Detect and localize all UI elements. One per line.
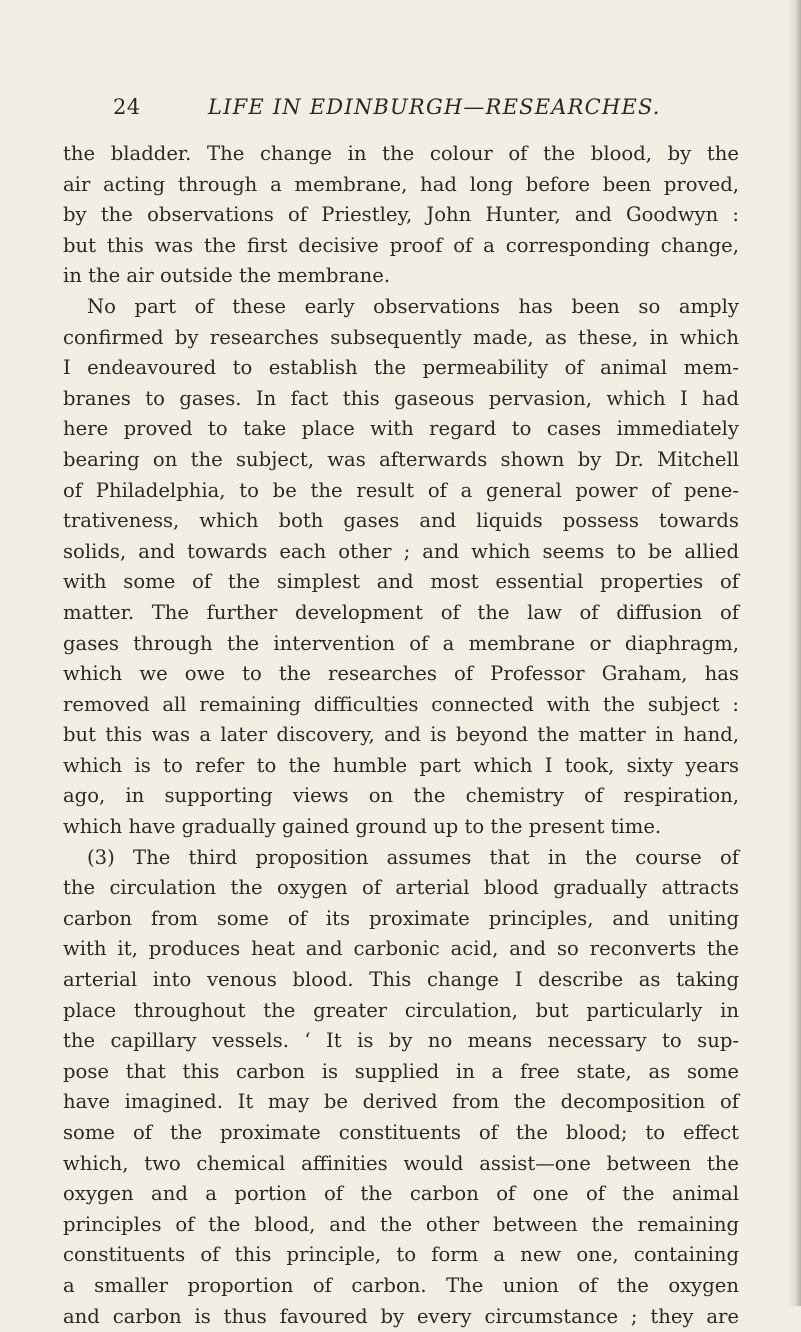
text-line: the capillary vessels. ‘ It is by no means necessary to sup-: [63, 1029, 739, 1053]
text-line: I endeavoured to establish the permeability of animal mem-: [63, 356, 739, 380]
text-line: bearing on the subject, was afterwards shown by Dr. Mitchell: [63, 447, 739, 471]
text-line: by the observations of Priestley, John Hunter, and Goodwyn :: [63, 203, 739, 227]
text-line: the circulation the oxygen of arterial blood gradually attracts: [63, 876, 739, 900]
text-line: the bladder. The change in the colour of the blood, by the: [63, 142, 739, 165]
text-line: have imagined. It may be derived from the decomposition of: [63, 1090, 739, 1114]
text-line: No part of these early observations has been so amply: [87, 294, 739, 318]
text-line: oxygen and a portion of the carbon of one of the animal: [63, 1182, 739, 1206]
text-line: some of the proximate constituents of the blood; to effect: [63, 1121, 739, 1144]
text-line: arterial into venous blood. This change I describe as taking: [63, 968, 739, 992]
text-line: removed all remaining difficulties connected with the subject :: [63, 692, 739, 716]
text-line: solids, and towards each other ; and which seems to be allied: [63, 539, 739, 563]
text-line: carbon from some of its proximate principles, and uniting: [63, 906, 739, 930]
text-line: (3) The third proposition assumes that in the course of: [87, 845, 739, 869]
text-line: gases through the intervention of a membrane or diaphragm,: [63, 631, 739, 655]
text-line: ago, in supporting views on the chemistry of respiration,: [63, 784, 739, 808]
text-line: and carbon is thus favoured by every circumstance ; they are: [63, 1304, 739, 1328]
running-title: LIFE IN EDINBURGH—RESEARCHES.: [208, 95, 661, 119]
page-edge-shadow: [787, 0, 801, 1306]
text-line: here proved to take place with regard to cases immediately: [63, 417, 739, 441]
text-line: which we owe to the researches of Professor Graham, has: [63, 662, 739, 686]
text-line: pose that this carbon is supplied in a free state, as some: [63, 1059, 739, 1083]
text-line: place throughout the greater circulation, but particularly in: [63, 998, 739, 1022]
text-line: which is to refer to the humble part which I took, sixty years: [63, 753, 739, 777]
text-line: branes to gases. In fact this gaseous pervasion, which I had: [63, 386, 739, 410]
body-text: [63, 139, 739, 1332]
text-line: a smaller proportion of carbon. The union of the oxygen: [63, 1273, 739, 1297]
page-header: [113, 95, 728, 125]
page-number: 24: [113, 95, 141, 119]
text-line: confirmed by researches subsequently made, as these, in which: [63, 325, 739, 349]
text-line: which have gradually gained ground up to the present time.: [63, 815, 662, 839]
text-line: but this was the first decisive proof of a corresponding change,: [63, 233, 739, 257]
text-line: which, two chemical affinities would assist—one between the: [63, 1151, 739, 1175]
text-line: principles of the blood, and the other between the remaining: [63, 1212, 739, 1236]
text-line: constituents of this principle, to form a new one, containing: [63, 1243, 739, 1267]
text-line: matter. The further development of the law of diffusion of: [63, 600, 739, 624]
text-line: trativeness, which both gases and liquids possess towards: [63, 509, 739, 533]
text-line: with some of the simplest and most essential properties of: [63, 570, 739, 594]
text-line: in the air outside the membrane.: [63, 264, 391, 288]
text-line: with it, produces heat and carbonic acid, and so reconverts the: [63, 937, 739, 961]
text-line: air acting through a membrane, had long before been proved,: [63, 172, 739, 196]
text-line: but this was a later discovery, and is beyond the matter in hand,: [63, 723, 739, 747]
text-line: of Philadelphia, to be the result of a general power of pene-: [63, 478, 739, 502]
